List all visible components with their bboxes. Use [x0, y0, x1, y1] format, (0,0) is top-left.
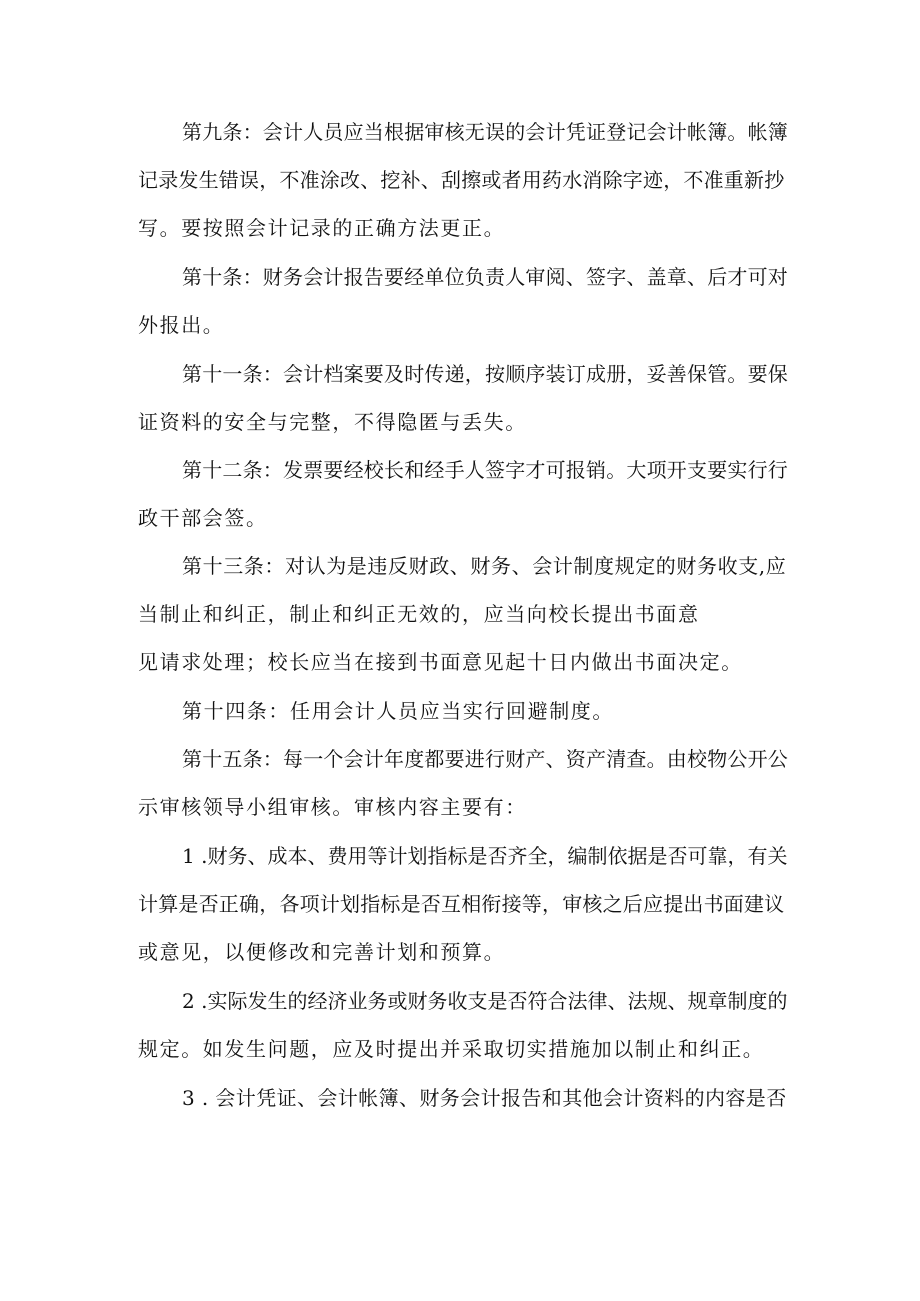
- article-15-line-1: 第十五条：每一个会计年度都要进行财产、资产清查。由校物公开公: [182, 747, 788, 771]
- review-item-2-line-1: 2 .实际发生的经济业务或财务收支是否符合法律、法规、规章制度的: [182, 989, 788, 1013]
- article-14-line-1: 第十四条：任用会计人员应当实行回避制度。: [182, 699, 614, 723]
- article-12-line-1: 第十二条：发票要经校长和经手人签字才可报销。大项开支要实行行: [182, 458, 788, 482]
- article-11-line-1: 第十一条：会计档案要及时传递，按顺序装订成册，妥善保管。要保: [182, 362, 788, 386]
- article-10-line-1: 第十条：财务会计报告要经单位负责人审阅、签字、盖章、后才可对: [182, 265, 788, 289]
- review-item-2-line-2: 规定。如发生问题，应及时提出并采取切实措施加以制止和纠正。: [138, 1037, 765, 1061]
- article-13-continuation-line: 见请求处理；校长应当在接到书面意见起十日内做出书面决定。: [138, 650, 743, 674]
- article-12-line-2: 政干部会签。: [138, 506, 268, 530]
- review-item-3-line-1: 3 . 会计凭证、会计帐簿、财务会计报告和其他会计资料的内容是否: [182, 1086, 787, 1110]
- article-9-line-2: 记录发生错误，不准涂改、挖补、刮擦或者用药水消除字迹，不准重新抄: [138, 168, 785, 192]
- review-item-1-line-1: 1 .财务、成本、费用等计划指标是否齐全，编制依据是否可靠，有关: [182, 844, 788, 868]
- article-13-line-2: 当制止和纠正，制止和纠正无效的，应当向校长提出书面意: [138, 602, 700, 626]
- article-9-line-1: 第九条：会计人员应当根据审核无误的会计凭证登记会计帐簿。帐簿: [182, 120, 788, 144]
- review-item-1-line-2: 计算是否正确，各项计划指标是否互相衔接等，审核之后应提出书面建议: [138, 892, 785, 916]
- article-9-line-3: 写。要按照会计记录的正确方法更正。: [138, 216, 506, 240]
- article-11-line-2: 证资料的安全与完整，不得隐匿与丢失。: [138, 410, 527, 434]
- article-13-line-1: 第十三条：对认为是违反财政、财务、会计制度规定的财务收支,应: [182, 554, 787, 578]
- article-15-line-2: 示审核领导小组审核。审核内容主要有：: [138, 795, 527, 819]
- review-item-1-line-3: 或意见，以便修改和完善计划和预算。: [138, 940, 506, 964]
- article-10-line-2: 外报出。: [138, 313, 225, 337]
